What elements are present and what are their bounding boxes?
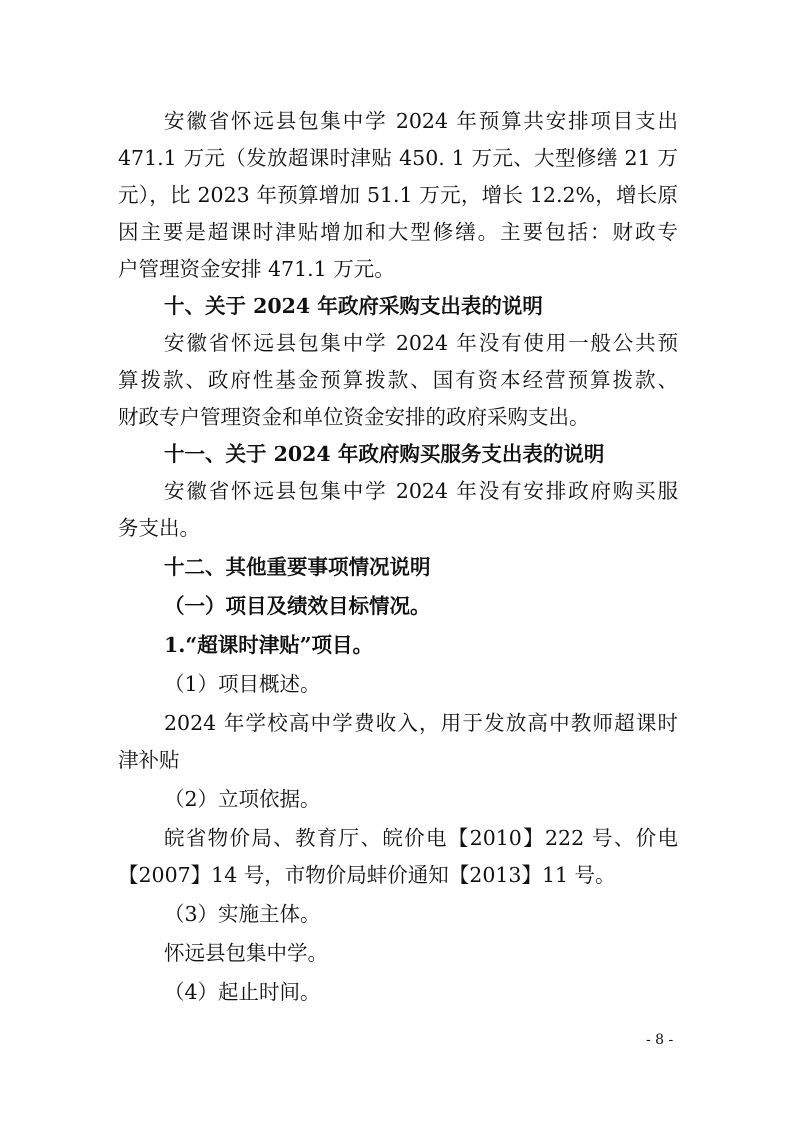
body-text-line: 财政专户管理资金和单位资金安排的政府采购支出。 — [118, 405, 590, 429]
body-text-line: 津补贴 — [118, 748, 180, 772]
item-heading-basis: （2）立项依据。 — [164, 787, 321, 811]
body-text-line: 因主要是超课时津贴增加和大型修缮。主要包括：财政专 — [118, 220, 678, 244]
subheading-projects: （一）项目及绩效目标情况。 — [164, 594, 431, 618]
section-heading-services: 十一、关于 2024 年政府购买服务支出表的说明 — [164, 442, 605, 466]
body-text-line: 算拨款、政府性基金预算拨款、国有资本经营预算拨款、 — [118, 368, 678, 392]
body-text-line: 【2007】14 号，市物价局蚌价通知【2013】11 号。 — [118, 863, 616, 887]
page-number: - 8 - — [646, 1032, 674, 1048]
body-text-line: 皖省物价局、教育厅、皖价电【2010】222 号、价电 — [164, 826, 678, 850]
body-text-line: 户管理资金安排 471.1 万元。 — [118, 257, 395, 281]
body-text-line: 怀远县包集中学。 — [164, 941, 328, 965]
body-text-line: 元），比 2023 年预算增加 51.1 万元，增长 12.2%，增长原 — [118, 183, 678, 207]
body-text-line: 安徽省怀远县包集中学 2024 年没有安排政府购买服 — [164, 479, 678, 503]
item-heading-overview: （1）项目概述。 — [164, 672, 321, 696]
body-text-line: 安徽省怀远县包集中学 2024 年预算共安排项目支出 — [164, 109, 678, 133]
body-text-line: 2024 年学校高中学费收入，用于发放高中教师超课时 — [164, 711, 678, 735]
section-heading-other-matters: 十二、其他重要事项情况说明 — [164, 555, 431, 579]
item-heading-implementer: （3）实施主体。 — [164, 902, 321, 926]
body-text-line: 471.1 万元（发放超课时津贴 450. 1 万元、大型修缮 21 万 — [118, 146, 678, 170]
subheading-overtime-allowance: 1.“超课时津贴”项目。 — [164, 633, 373, 657]
body-text-line: 安徽省怀远县包集中学 2024 年没有使用一般公共预 — [164, 331, 678, 355]
section-heading-procurement: 十、关于 2024 年政府采购支出表的说明 — [164, 294, 543, 318]
item-heading-period: （4）起止时间。 — [164, 980, 321, 1004]
body-text-line: 务支出。 — [118, 516, 200, 540]
